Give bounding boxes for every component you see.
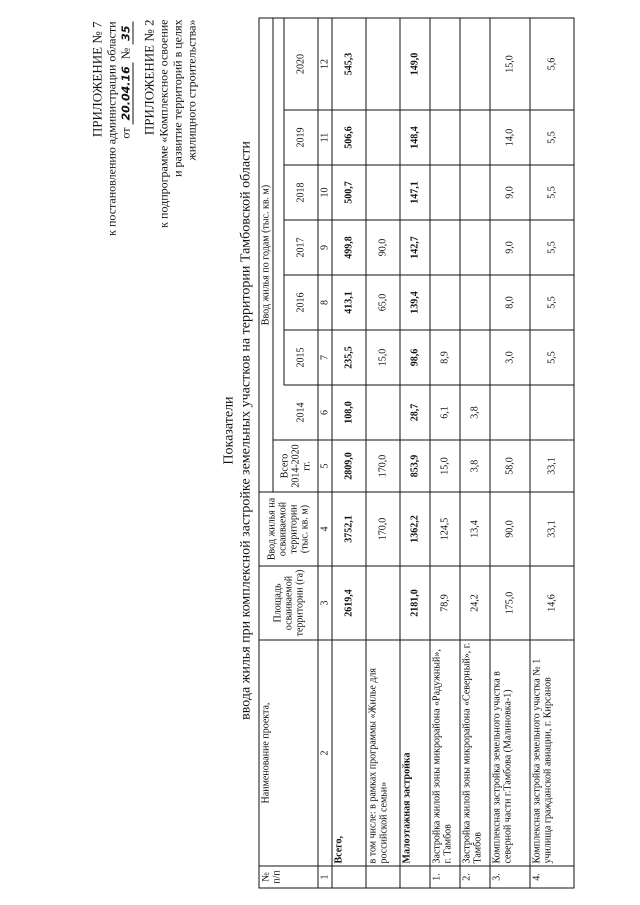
col-number: 3 bbox=[318, 566, 332, 640]
col-number: 4 bbox=[318, 492, 332, 566]
cell-name: Застройка жилой зоны микрорайона «Северный», г. Тамбов bbox=[460, 640, 490, 866]
cell-y2016: 8,0 bbox=[490, 275, 530, 330]
cell-input: 124,5 bbox=[430, 492, 460, 566]
cell-y2019 bbox=[460, 110, 490, 165]
cell-no: 2. bbox=[460, 866, 490, 888]
col-number: 8 bbox=[318, 275, 332, 330]
cell-y2015 bbox=[460, 330, 490, 385]
table-body bbox=[332, 18, 574, 888]
col-header-by-years: Ввод жилья по годам (тыс. кв. м) bbox=[259, 18, 273, 492]
cell-y2020: 15,0 bbox=[490, 18, 530, 110]
cell-y2016: 5,5 bbox=[530, 275, 574, 330]
cell-y2018: 5,5 bbox=[530, 165, 574, 220]
cell-y2014: 28,7 bbox=[400, 385, 430, 440]
table-row bbox=[400, 18, 430, 888]
cell-name: в том числе: в рамках программы «Жилье для российской семьи» bbox=[366, 640, 400, 866]
cell-y2018 bbox=[460, 165, 490, 220]
annex2-header bbox=[143, 20, 199, 400]
cell-area bbox=[366, 566, 400, 640]
cell-total: 2809,0 bbox=[332, 440, 366, 492]
col-number: 10 bbox=[318, 165, 332, 220]
cell-input: 13,4 bbox=[460, 492, 490, 566]
annex7-date: 20.04.16 bbox=[120, 62, 134, 124]
col-header-input: Ввод жилья на осваиваемой территории (тыс. кв. м) bbox=[259, 492, 318, 566]
table-row bbox=[490, 18, 530, 888]
cell-y2015: 15,0 bbox=[366, 330, 400, 385]
col-header-no: № п/п bbox=[259, 866, 318, 888]
cell-y2014 bbox=[530, 385, 574, 440]
cell-total: 15,0 bbox=[430, 440, 460, 492]
cell-no: 3. bbox=[490, 866, 530, 888]
cell-y2019 bbox=[366, 110, 400, 165]
annex2-title: ПРИЛОЖЕНИЕ № 2 bbox=[141, 19, 157, 136]
cell-y2017: 499,8 bbox=[332, 220, 366, 275]
cell-y2017: 142,7 bbox=[400, 220, 430, 275]
cell-y2019: 5,5 bbox=[530, 110, 574, 165]
col-header-name: Наименование проекта, bbox=[259, 640, 318, 866]
cell-y2018 bbox=[366, 165, 400, 220]
cell-y2014 bbox=[490, 385, 530, 440]
table-row bbox=[366, 18, 400, 888]
cell-y2019: 148,4 bbox=[400, 110, 430, 165]
indicators-table bbox=[259, 17, 575, 888]
cell-name: Комплексная застройка земельного участка № 1 училища гражданской авиации, г. Кирсанов bbox=[530, 640, 574, 866]
col-number: 5 bbox=[318, 440, 332, 492]
cell-name: Малоэтажная застройка bbox=[400, 640, 430, 866]
cell-area: 2619,4 bbox=[332, 566, 366, 640]
table-row bbox=[332, 18, 366, 888]
cell-total: 33,1 bbox=[530, 440, 574, 492]
cell-total: 853,9 bbox=[400, 440, 430, 492]
cell-y2018: 9,0 bbox=[490, 165, 530, 220]
annex7-line1: к постановлению администрации области bbox=[104, 21, 119, 236]
annex7-ref-line bbox=[119, 22, 134, 382]
annex2-line2: и развитие территорий в целях bbox=[170, 19, 185, 177]
table-row bbox=[430, 18, 460, 888]
col-header-year-2015: 2015 bbox=[284, 330, 318, 385]
cell-y2020 bbox=[430, 18, 460, 110]
cell-total: 3,8 bbox=[460, 440, 490, 492]
col-number: 11 bbox=[318, 110, 332, 165]
cell-area: 78,9 bbox=[430, 566, 460, 640]
annex7-number: 35 bbox=[120, 22, 134, 45]
col-number: 2 bbox=[318, 640, 332, 866]
cell-y2015: 5,5 bbox=[530, 330, 574, 385]
table-row bbox=[530, 18, 574, 888]
col-header-year-2019: 2019 bbox=[284, 110, 318, 165]
cell-y2020: 5,6 bbox=[530, 18, 574, 110]
cell-y2017: 5,5 bbox=[530, 220, 574, 275]
cell-area: 2181,0 bbox=[400, 566, 430, 640]
annex7-title: ПРИЛОЖЕНИЕ № 7 bbox=[89, 21, 105, 138]
cell-no: 1. bbox=[430, 866, 460, 888]
cell-no: 4. bbox=[530, 866, 574, 888]
cell-input: 33,1 bbox=[530, 492, 574, 566]
cell-name: Комплексная застройка земельного участка в северной части г.Тамбова (Малиновка-1) bbox=[490, 640, 530, 866]
cell-no bbox=[366, 866, 400, 888]
cell-y2014: 108,0 bbox=[332, 385, 366, 440]
cell-y2018 bbox=[430, 165, 460, 220]
cell-input: 3752,1 bbox=[332, 492, 366, 566]
cell-y2015: 98,6 bbox=[400, 330, 430, 385]
cell-y2020 bbox=[366, 18, 400, 110]
cell-y2019: 506,6 bbox=[332, 110, 366, 165]
annex7-header bbox=[91, 22, 134, 382]
cell-y2016 bbox=[460, 275, 490, 330]
cell-y2016: 413,1 bbox=[332, 275, 366, 330]
col-header-year-2016: 2016 bbox=[284, 275, 318, 330]
cell-y2020: 149,0 bbox=[400, 18, 430, 110]
title-line2: ввода жилья при комплексной застройке земельных участков на территории Тамбовской области bbox=[238, 141, 254, 720]
col-number: 6 bbox=[318, 385, 332, 440]
cell-area: 175,0 bbox=[490, 566, 530, 640]
cell-name: Застройка жилой зоны микрорайона «Радужный», г. Тамбов bbox=[430, 640, 460, 866]
cell-y2017: 90,0 bbox=[366, 220, 400, 275]
col-header-year-2014: 2014 bbox=[284, 385, 318, 440]
annex7-from-label: от bbox=[118, 127, 133, 139]
col-header-year-2020: 2020 bbox=[284, 18, 318, 110]
cell-y2016: 65,0 bbox=[366, 275, 400, 330]
cell-y2017: 9,0 bbox=[490, 220, 530, 275]
cell-y2016: 139,4 bbox=[400, 275, 430, 330]
cell-y2019: 14,0 bbox=[490, 110, 530, 165]
cell-input: 90,0 bbox=[490, 492, 530, 566]
col-number: 12 bbox=[318, 18, 332, 110]
col-header-year-2018: 2018 bbox=[284, 165, 318, 220]
annex7-no-label: № bbox=[118, 47, 133, 60]
cell-y2014: 3,8 bbox=[460, 385, 490, 440]
cell-no bbox=[332, 866, 366, 888]
col-header-area: Площадь осваиваемой территории (га) bbox=[259, 566, 318, 640]
cell-y2014: 6,1 bbox=[430, 385, 460, 440]
cell-total: 58,0 bbox=[490, 440, 530, 492]
col-number: 1 bbox=[318, 866, 332, 888]
cell-y2020: 545,3 bbox=[332, 18, 366, 110]
title-line1: Показатели bbox=[221, 396, 237, 465]
col-header-total: Всего 2014-2020 гг. bbox=[273, 440, 318, 492]
years-spacer bbox=[273, 18, 284, 440]
cell-area: 14,6 bbox=[530, 566, 574, 640]
col-header-year-2017: 2017 bbox=[284, 220, 318, 275]
cell-y2016 bbox=[430, 275, 460, 330]
cell-y2015: 235,5 bbox=[332, 330, 366, 385]
cell-y2014 bbox=[366, 385, 400, 440]
annex2-line3: жилищного строительства» bbox=[184, 19, 199, 161]
cell-total: 170,0 bbox=[366, 440, 400, 492]
cell-y2017 bbox=[460, 220, 490, 275]
cell-y2018: 500,7 bbox=[332, 165, 366, 220]
cell-name: Всего, bbox=[332, 640, 366, 866]
cell-area: 24,2 bbox=[460, 566, 490, 640]
table-row bbox=[460, 18, 490, 888]
cell-input: 1362,2 bbox=[400, 492, 430, 566]
cell-y2020 bbox=[460, 18, 490, 110]
col-number: 9 bbox=[318, 220, 332, 275]
document-title bbox=[221, 1, 255, 861]
cell-y2017 bbox=[430, 220, 460, 275]
annex2-line1: к подпрограмме «Комплексное освоение bbox=[156, 19, 171, 228]
cell-input: 170,0 bbox=[366, 492, 400, 566]
cell-y2015: 8,9 bbox=[430, 330, 460, 385]
cell-no bbox=[400, 866, 430, 888]
cell-y2019 bbox=[430, 110, 460, 165]
col-number: 7 bbox=[318, 330, 332, 385]
cell-y2015: 3,0 bbox=[490, 330, 530, 385]
cell-y2018: 147,1 bbox=[400, 165, 430, 220]
